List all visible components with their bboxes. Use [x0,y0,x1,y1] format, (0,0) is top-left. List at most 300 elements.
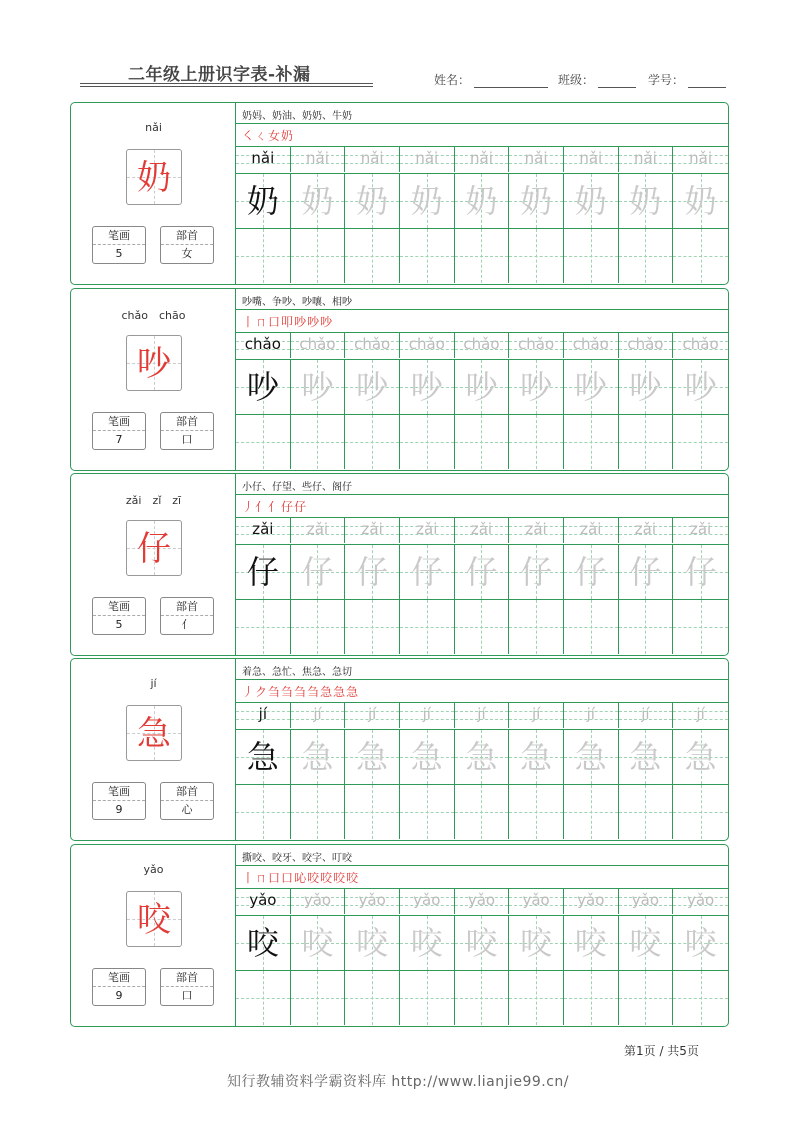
character-cell[interactable] [673,916,728,970]
pinyin-cell[interactable] [673,147,728,172]
blank-practice-cell[interactable] [236,971,291,1025]
character-cell[interactable] [673,730,728,784]
blank-practice-cell[interactable] [455,600,510,654]
pinyin-cell[interactable] [509,518,564,543]
pinyin-cell[interactable] [564,147,619,172]
character-cell[interactable] [345,730,400,784]
pinyin-trace: jí [367,705,377,723]
pinyin-cell[interactable] [291,889,346,914]
stroke-step: 口 [268,871,282,885]
pinyin-cell[interactable] [673,703,728,728]
character-cell[interactable] [345,545,400,599]
card-left-panel [71,659,236,840]
stroke-step: 仔 [281,500,295,514]
class-field[interactable] [558,71,636,88]
stroke-step: 刍 [294,685,308,699]
blank-row [236,229,728,283]
model-character-box [126,891,182,947]
pinyin-trace: jí [641,705,650,723]
character-cell[interactable] [564,916,619,970]
blank-practice-cell[interactable] [673,600,728,654]
pinyin-label: nǎi [145,121,162,134]
stroke-order [242,127,294,144]
stroke-step: 刍 [268,685,282,699]
blank-practice-cell[interactable] [619,415,674,469]
character-trace: 吵 [684,368,717,406]
card-left-panel [71,474,236,655]
character-cell[interactable] [455,916,510,970]
character-trace: 咬 [410,924,443,962]
blank-practice-cell[interactable] [236,229,291,283]
stroke-step: 丨 [242,315,256,329]
blank-practice-cell[interactable] [400,971,455,1025]
character-trace: 奶 [301,182,334,220]
character-cell[interactable] [619,360,674,414]
pinyin-cell[interactable] [619,518,674,543]
pinyin-trace: zǎi [361,520,383,538]
pinyin-label: jí [150,677,157,690]
character-row [236,916,728,970]
character-trace: 仔 [629,553,662,591]
example-words: 着急、急忙、焦急、急切 [242,667,352,678]
character-trace: 奶 [684,182,717,220]
pinyin-trace: jí [531,705,541,723]
character-cell[interactable] [619,545,674,599]
pinyin-cell[interactable] [291,147,346,172]
pinyin-cell[interactable] [291,333,346,358]
character-trace: 咬 [356,924,389,962]
pinyin-cell[interactable] [509,333,564,358]
character-card [70,288,729,471]
pinyin-trace: yǎo [413,891,441,909]
blank-practice-cell[interactable] [564,971,619,1025]
stroke-step: 亻 [268,500,282,514]
character-cell[interactable] [291,916,346,970]
stroke-count-value: 5 [115,618,123,631]
character-trace: 急 [629,738,662,776]
number-field[interactable] [648,71,726,88]
character-card [70,658,729,841]
blank-practice-cell[interactable] [455,971,510,1025]
pinyin-trace: zǎi [525,520,547,538]
pinyin-cell[interactable] [455,333,510,358]
character-trace: 咬 [574,924,607,962]
stroke-step: 刍 [281,685,295,699]
pinyin-cell[interactable] [236,703,291,728]
blank-practice-cell[interactable] [455,785,510,839]
stroke-step: 奶 [281,129,295,143]
blank-practice-cell[interactable] [673,415,728,469]
character-cell[interactable] [564,174,619,228]
character-cell[interactable] [509,730,564,784]
radical-label: 部首 [161,598,213,616]
pinyin-cell[interactable] [673,889,728,914]
blank-row [236,785,728,839]
pinyin-row [236,703,728,728]
pinyin-cell[interactable] [345,703,400,728]
stroke-count-box [92,968,146,1006]
blank-practice-cell[interactable] [400,785,455,839]
character-cell[interactable] [673,174,728,228]
pinyin-cell[interactable] [619,703,674,728]
pinyin-cell[interactable] [619,333,674,358]
character-cell[interactable] [291,730,346,784]
stroke-count-box [92,412,146,450]
character-cell[interactable] [619,916,674,970]
blank-row [236,600,728,654]
character-cell[interactable] [509,916,564,970]
character-trace: 咬 [465,924,498,962]
blank-practice-cell[interactable] [619,971,674,1025]
pinyin-trace: zǎi [252,520,274,538]
pinyin-trace: jí [696,705,705,723]
pinyin-row [236,147,728,172]
character-cell[interactable] [400,545,455,599]
character-row [236,174,728,228]
blank-practice-cell[interactable] [455,415,510,469]
pinyin-cell[interactable] [673,518,728,543]
character-trace: 咬 [684,924,717,962]
stroke-step: ㄇ [255,315,269,329]
radical-box [160,412,214,450]
character-trace: 急 [356,738,389,776]
stroke-step: ク [255,685,269,699]
stroke-count-label: 笔画 [93,598,145,616]
pinyin-trace: jí [258,705,267,723]
radical-value: 亻 [181,618,193,631]
stroke-step: 丨 [242,871,256,885]
character-cell[interactable] [345,174,400,228]
character-trace: 仔 [684,553,717,591]
stroke-count-value: 9 [115,989,123,1002]
stroke-step: 丿 [242,500,256,514]
stroke-count-value: 9 [115,803,123,816]
pinyin-cell[interactable] [400,333,455,358]
stroke-count-label: 笔画 [93,227,145,245]
practice-area [236,103,728,284]
title-underline [80,83,373,84]
stroke-step: 吵 [294,315,308,329]
class-blank[interactable] [598,75,636,88]
stroke-step: 口 [268,315,282,329]
pinyin-cell[interactable] [345,147,400,172]
pinyin-row [236,518,728,543]
blank-practice-cell[interactable] [345,971,400,1025]
pinyin-cell[interactable] [236,147,291,172]
character-cell[interactable] [236,174,291,228]
character-cell[interactable] [236,360,291,414]
blank-practice-cell[interactable] [509,229,564,283]
pinyin-trace: yǎo [686,891,715,909]
stroke-count-box [92,782,146,820]
character-cell[interactable] [236,545,291,599]
stroke-step: 女 [268,129,282,143]
character-cell[interactable] [400,174,455,228]
pinyin-trace: zǎi [306,520,329,538]
blank-practice-cell[interactable] [291,229,346,283]
pinyin-cell[interactable] [236,889,291,914]
character-cell[interactable] [564,730,619,784]
character-cell[interactable] [345,360,400,414]
blank-practice-cell[interactable] [400,415,455,469]
character-card [70,844,729,1027]
character-trace: 仔 [574,553,607,591]
practice-area [236,474,728,655]
blank-practice-cell[interactable] [345,415,400,469]
blank-practice-cell[interactable] [564,600,619,654]
pinyin-trace: nǎi [689,149,713,167]
pinyin-trace: chǎo [408,335,445,353]
radical-label: 部首 [161,783,213,801]
blank-practice-cell[interactable] [400,229,455,283]
character-row [236,545,728,599]
number-blank[interactable] [688,75,726,88]
class-label: 班级： [558,73,595,87]
character-trace: 急 [465,738,498,776]
blank-practice-cell[interactable] [564,229,619,283]
pinyin-cell[interactable] [291,518,346,543]
pinyin-row [236,889,728,914]
blank-practice-cell[interactable] [291,785,346,839]
character-cell[interactable] [291,545,346,599]
pinyin-trace: chǎo [572,335,609,353]
pinyin-cell[interactable] [509,889,564,914]
stroke-step: 亻 [255,500,269,514]
character-cell[interactable] [291,360,346,414]
character-cell[interactable] [673,360,728,414]
character-card [70,473,729,656]
pinyin-cell[interactable] [564,518,619,543]
pinyin-cell[interactable] [400,889,455,914]
character-card [70,102,729,285]
pinyin-cell[interactable] [564,333,619,358]
pinyin-cell[interactable] [400,518,455,543]
stroke-count-box [92,226,146,264]
blank-row [236,415,728,469]
pinyin-cell[interactable] [345,889,400,914]
blank-practice-cell[interactable] [564,415,619,469]
character-cell[interactable] [345,916,400,970]
stroke-order [242,313,333,330]
stroke-step: 咬 [346,871,360,885]
blank-practice-cell[interactable] [673,971,728,1025]
stroke-step: 咬 [307,871,321,885]
pinyin-cell[interactable] [291,703,346,728]
blank-practice-cell[interactable] [673,785,728,839]
character-trace: 咬 [246,924,279,962]
blank-practice-cell[interactable] [291,415,346,469]
pinyin-trace: jí [477,705,486,723]
pinyin-cell[interactable] [400,703,455,728]
character-cell[interactable] [619,730,674,784]
pinyin-trace: zǎi [689,520,712,538]
pinyin-trace: chǎo [682,335,719,353]
blank-practice-cell[interactable] [509,415,564,469]
character-cell[interactable] [455,360,510,414]
character-cell[interactable] [455,730,510,784]
page-number: 第1页 / 共5页 [624,1044,699,1058]
pinyin-trace: jí [313,705,322,723]
character-cell[interactable] [509,174,564,228]
pinyin-trace: zǎi [416,520,438,538]
pinyin-cell[interactable] [236,518,291,543]
blank-practice-cell[interactable] [236,600,291,654]
radical-label: 部首 [161,227,213,245]
blank-practice-cell[interactable] [345,600,400,654]
model-character-box [126,149,182,205]
stroke-count-label: 笔画 [93,783,145,801]
stroke-step: 吵 [307,315,321,329]
model-character: 仔 [137,529,171,569]
radical-label: 部首 [161,969,213,987]
name-field[interactable] [434,71,548,88]
blank-practice-cell[interactable] [236,415,291,469]
pinyin-cell[interactable] [509,147,564,172]
pinyin-cell[interactable] [345,518,400,543]
blank-practice-cell[interactable] [509,600,564,654]
radical-value: 心 [181,803,193,816]
pinyin-cell[interactable] [455,147,510,172]
pinyin-cell[interactable] [455,703,510,728]
card-left-panel [71,103,236,284]
character-cell[interactable] [455,174,510,228]
pinyin-trace: chǎo [463,335,500,353]
character-trace: 奶 [410,182,443,220]
character-cell[interactable] [564,545,619,599]
character-cell[interactable] [509,545,564,599]
stroke-step: 口 [281,871,295,885]
stroke-count-label: 笔画 [93,413,145,431]
blank-practice-cell[interactable] [673,229,728,283]
stroke-step: ㇛ [242,129,256,143]
pinyin-trace: yǎo [522,891,550,909]
character-trace: 吵 [574,368,607,406]
pinyin-trace: chǎo [299,335,336,353]
example-words: 奶妈、奶油、奶奶、牛奶 [242,111,352,122]
pinyin-trace: jí [586,705,595,723]
blank-practice-cell[interactable] [455,229,510,283]
character-cell[interactable] [400,360,455,414]
character-trace: 急 [410,738,443,776]
character-trace: 奶 [465,182,498,220]
character-trace: 仔 [246,553,279,591]
character-trace: 吵 [465,368,498,406]
character-trace: 仔 [356,553,389,591]
blank-practice-cell[interactable] [345,229,400,283]
pinyin-cell[interactable] [455,518,510,543]
pinyin-label: zǎi zǐ zī [125,494,182,507]
card-left-panel [71,845,236,1026]
radical-box [160,782,214,820]
pinyin-trace: nǎi [251,149,275,167]
pinyin-cell[interactable] [619,889,674,914]
character-cell[interactable] [455,545,510,599]
character-trace: 吵 [246,368,279,406]
card-left-panel [71,289,236,470]
blank-practice-cell[interactable] [619,600,674,654]
character-cell[interactable] [673,545,728,599]
pinyin-cell[interactable] [345,333,400,358]
blank-practice-cell[interactable] [345,785,400,839]
character-trace: 吵 [410,368,443,406]
character-trace: 咬 [520,924,553,962]
model-character: 奶 [137,158,171,198]
footer-watermark: 知行教辅资料学霸资料库 http://www.lianjie99.cn/ [226,1074,570,1090]
blank-practice-cell[interactable] [291,600,346,654]
blank-practice-cell[interactable] [236,785,291,839]
character-cell[interactable] [619,174,674,228]
character-cell[interactable] [236,916,291,970]
practice-area [236,845,728,1026]
pinyin-trace: yǎo [631,891,660,909]
blank-practice-cell[interactable] [400,600,455,654]
character-trace: 吵 [520,368,553,406]
pinyin-trace: chǎo [244,335,281,353]
model-character-box [126,520,182,576]
pinyin-trace: nǎi [579,149,603,167]
blank-practice-cell[interactable] [509,785,564,839]
pinyin-cell[interactable] [564,889,619,914]
character-cell[interactable] [564,360,619,414]
pinyin-trace: yǎo [467,891,496,909]
pinyin-trace: yǎo [358,891,386,909]
character-cell[interactable] [509,360,564,414]
title-underline-2 [80,86,373,87]
character-cell[interactable] [236,730,291,784]
pinyin-trace: nǎi [415,149,439,167]
stroke-order [242,869,359,886]
blank-practice-cell[interactable] [619,785,674,839]
blank-practice-cell[interactable] [619,229,674,283]
character-trace: 咬 [629,924,662,962]
pinyin-trace: chǎo [354,335,391,353]
pinyin-cell[interactable] [619,147,674,172]
model-character: 急 [137,714,171,754]
character-row [236,360,728,414]
stroke-order [242,498,307,515]
radical-value: 口 [181,989,193,1002]
pinyin-cell[interactable] [455,889,510,914]
blank-practice-cell[interactable] [509,971,564,1025]
stroke-step: 咬 [320,871,334,885]
number-label: 学号： [648,73,685,87]
character-cell[interactable] [400,916,455,970]
blank-practice-cell[interactable] [291,971,346,1025]
pinyin-trace: yǎo [303,891,332,909]
stroke-step: 急 [346,685,360,699]
character-cell[interactable] [291,174,346,228]
character-trace: 奶 [629,182,662,220]
pinyin-cell[interactable] [673,333,728,358]
radical-box [160,968,214,1006]
worksheet-title: 二年级上册识字表-补漏 [128,65,311,85]
pinyin-cell[interactable] [564,703,619,728]
blank-practice-cell[interactable] [564,785,619,839]
name-blank[interactable] [474,75,548,88]
stroke-order [242,683,359,700]
pinyin-cell[interactable] [509,703,564,728]
stroke-step: 吣 [294,871,308,885]
pinyin-trace: nǎi [360,149,384,167]
radical-value: 女 [181,247,193,260]
character-cell[interactable] [400,730,455,784]
pinyin-cell[interactable] [236,333,291,358]
pinyin-cell[interactable] [400,147,455,172]
stroke-step: 咬 [333,871,347,885]
stroke-step: 刍 [307,685,321,699]
character-trace: 急 [301,738,334,776]
character-trace: 咬 [301,924,334,962]
